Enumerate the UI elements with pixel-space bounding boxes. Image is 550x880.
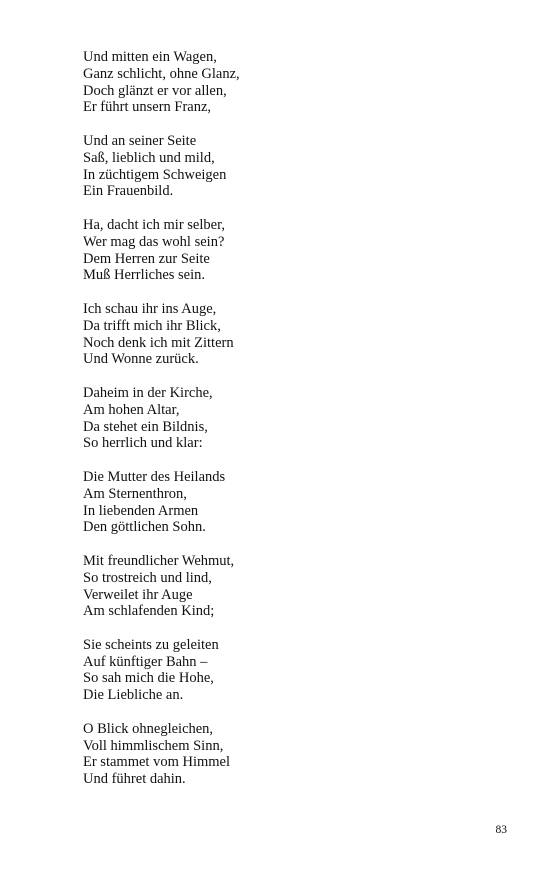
poem-line: In züchtigem Schweigen [83, 166, 227, 183]
stanza-1 [83, 49, 483, 116]
stanza-8 [83, 637, 483, 704]
stanza-4 [83, 301, 483, 368]
poem-line: Auf künftiger Bahn – [83, 653, 208, 670]
poem-line: So trostreich und lind, [83, 569, 212, 586]
poem-line: Und Wonne zurück. [83, 351, 199, 368]
poem-line: In liebenden Armen [83, 502, 199, 519]
poem-line: Da trifft mich ihr Blick, [83, 317, 221, 334]
poem-text [83, 49, 483, 788]
poem-line: Er führt unsern Franz, [83, 99, 212, 116]
stanza-5 [83, 385, 483, 452]
poem-line: Ich schau ihr ins Auge, [83, 300, 217, 317]
poem-line: Mit freundlicher Wehmut, [83, 552, 235, 569]
poem-line: Sie scheints zu geleiten [83, 636, 219, 653]
poem-line: Die Mutter des Heilands [83, 468, 226, 485]
page-number: 83 [495, 824, 507, 836]
poem-line: Und an seiner Seite [83, 132, 197, 149]
stanza-2 [83, 133, 483, 200]
poem-line: Den göttlichen Sohn. [83, 519, 206, 536]
poem-line: So herrlich und klar: [83, 435, 203, 452]
poem-line: Ha, dacht ich mir selber, [83, 216, 225, 233]
poem-line: Dem Herren zur Seite [83, 250, 210, 267]
poem-line: Und führet dahin. [83, 771, 186, 788]
poem-line: Muß Herrliches sein. [83, 267, 206, 284]
stanza-6 [83, 469, 483, 536]
stanza-9 [83, 721, 483, 788]
poem-line: Am Sternenthron, [83, 485, 187, 502]
poem-line: So sah mich die Hohe, [83, 670, 214, 687]
poem-line: Am schlafenden Kind; [83, 603, 215, 620]
poem-line: Die Liebliche an. [83, 687, 184, 704]
poem-line: Noch denk ich mit Zittern [83, 334, 234, 351]
poem-line: Und mitten ein Wagen, [83, 49, 217, 65]
poem-line: Er stammet vom Himmel [83, 754, 230, 771]
stanza-7 [83, 553, 483, 620]
poem-line: Verweilet ihr Auge [83, 586, 193, 603]
poem-line: O Blick ohnegleichen, [83, 720, 214, 737]
poem-line: Ganz schlicht, ohne Glanz, [83, 65, 240, 82]
poem-line: Ein Frauenbild. [83, 183, 174, 200]
poem-line: Wer mag das wohl sein? [83, 233, 225, 250]
poem-line: Doch glänzt er vor allen, [83, 82, 227, 99]
poem-line: Am hohen Altar, [83, 401, 180, 418]
stanza-3 [83, 217, 483, 284]
poem-line: Voll himmlischem Sinn, [83, 737, 224, 754]
poem-line: Saß, lieblich und mild, [83, 149, 215, 166]
poem-line: Da stehet ein Bildnis, [83, 418, 208, 435]
poem-line: Daheim in der Kirche, [83, 384, 213, 401]
